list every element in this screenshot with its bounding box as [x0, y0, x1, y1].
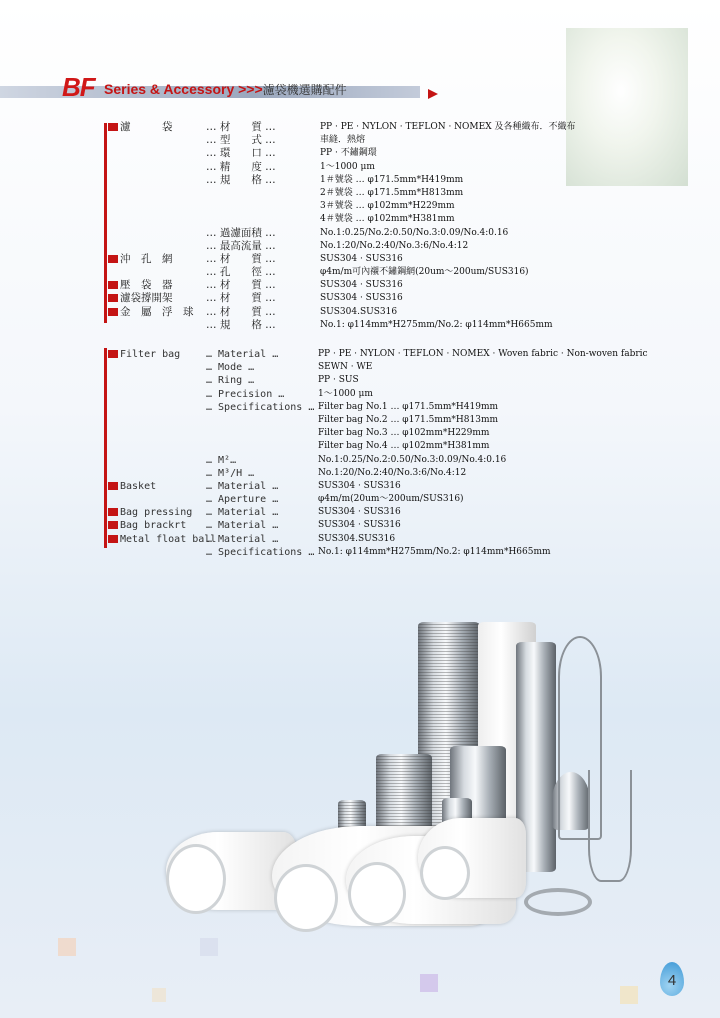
red-bullet-marker [108, 521, 118, 529]
en-spec-value: No.1: φ114mm*H275mm/No.2: φ114mm*H665mm [318, 546, 551, 557]
en-spec-item-label [108, 519, 186, 532]
en-spec-field: … Material … [206, 520, 279, 532]
en-spec-value: No.1:0.25/No.2:0.50/No.3:0.09/No.4:0.16 [318, 454, 507, 465]
red-bullet-marker [108, 281, 118, 289]
en-spec-item-label [108, 533, 216, 546]
zh-spec-field: … 規 格 … [206, 173, 276, 186]
en-spec-item-label [108, 506, 192, 519]
zh-spec-item-label [108, 253, 173, 266]
bag-ring-2 [274, 864, 338, 932]
red-bullet-marker [108, 350, 118, 358]
decorative-square [420, 974, 438, 992]
zh-spec-item-text: 濾袋撐開架 [120, 292, 173, 305]
page-number: 4 [660, 962, 684, 996]
en-spec-field: … Specifications … [206, 546, 315, 558]
zh-spec-item-label [108, 121, 173, 134]
zh-spec-item-label [108, 279, 173, 292]
zh-spec-field: … 型 式 … [206, 134, 276, 147]
en-spec-item-text: Filter bag [120, 349, 181, 360]
zh-spec-field: … 材 質 … [206, 305, 276, 318]
zh-spec-value: SUS304.SUS316 [320, 306, 398, 317]
header-title-text: Series & Accessory [104, 81, 235, 97]
en-spec-field: … Mode … [206, 362, 255, 374]
en-spec-value: Filter bag No.2 … φ171.5mm*H813mm [318, 414, 499, 425]
red-bullet-marker [108, 535, 118, 543]
english-section-accent-line [104, 348, 107, 548]
product-illustration [160, 600, 640, 930]
en-spec-field: … Material … [206, 349, 279, 360]
en-spec-value: SEWN · WE [318, 362, 373, 373]
zh-spec-value: 3＃號袋 … φ102mm*H229mm [320, 201, 455, 212]
series-logo: BF [62, 72, 95, 102]
header-subtitle: 濾袋機選購配件 [262, 83, 347, 97]
zh-spec-field: … 最高流量 … [206, 239, 276, 252]
zh-spec-value: SUS304 · SUS316 [320, 280, 403, 291]
zh-spec-value: No.1: φ114mm*H275mm/No.2: φ114mm*H665mm [320, 319, 553, 330]
red-bullet-marker [108, 508, 118, 516]
zh-spec-value: 2＃號袋 … φ171.5mm*H813mm [320, 187, 464, 198]
zh-spec-value: 1＃號袋 … φ171.5mm*H419mm [320, 174, 464, 185]
bag-ring-4 [420, 846, 470, 900]
en-spec-value: 1～1000 μm [318, 388, 373, 399]
zh-spec-field: … 過濾面積 … [206, 226, 276, 239]
corner-decorative-photo [566, 28, 688, 186]
en-spec-field: … Precision … [206, 388, 285, 400]
zh-spec-field: … 材 質 … [206, 279, 276, 292]
en-spec-item-text: Bag brackrt [120, 520, 187, 532]
bag-ring-1 [166, 844, 226, 914]
red-bullet-marker [108, 255, 118, 263]
decorative-square [58, 938, 76, 956]
en-spec-field: … M³/H … [206, 467, 255, 479]
en-spec-value: SUS304 · SUS316 [318, 520, 401, 531]
spring-bracket-image [588, 770, 632, 882]
zh-spec-value: φ4m/m可內襯不鏽鋼網(20um～200um/SUS316) [320, 267, 529, 278]
red-bullet-marker [108, 482, 118, 490]
en-spec-value: Filter bag No.1 … φ171.5mm*H419mm [318, 401, 499, 412]
red-bullet-marker [108, 308, 118, 316]
en-spec-item-text: Metal float ball [120, 533, 217, 545]
en-spec-item-text: Basket [120, 480, 157, 492]
zh-spec-value: No.1:20/No.2:40/No.3:6/No.4:12 [320, 240, 469, 251]
zh-spec-item-label [108, 292, 173, 305]
en-spec-field: … Material … [206, 507, 279, 519]
en-spec-value: φ4m/m(20um～200um/SUS316) [318, 494, 464, 505]
bag-ring-3 [348, 862, 406, 926]
red-bullet-marker [108, 294, 118, 302]
zh-spec-item-text: 沖 孔 網 [120, 252, 173, 265]
decorative-square [620, 986, 638, 1004]
zh-spec-value: SUS304 · SUS316 [320, 293, 403, 304]
zh-spec-value: No.1:0.25/No.2:0.50/No.3:0.09/No.4:0.16 [320, 227, 509, 238]
en-spec-field: … Aperture … [206, 494, 279, 506]
en-spec-item-text: Bag pressing [120, 507, 193, 519]
zh-spec-item-text: 壓 袋 器 [120, 279, 173, 292]
zh-spec-item-text: 濾 袋 [120, 121, 173, 133]
en-spec-value: Filter bag No.3 … φ102mm*H229mm [318, 428, 490, 439]
en-spec-field: … M²… [206, 454, 237, 466]
en-spec-field: … Material … [206, 533, 279, 545]
en-spec-field: … Material … [206, 480, 279, 492]
zh-spec-field: … 環 口 … [206, 147, 276, 160]
zh-spec-item-label [108, 306, 194, 319]
zh-spec-value: 車縫．熱熔 [320, 135, 366, 146]
page-header [0, 72, 440, 102]
header-arrow-marker [428, 89, 438, 99]
en-spec-value: SUS304.SUS316 [318, 533, 396, 544]
en-spec-value: SUS304 · SUS316 [318, 480, 401, 491]
page-title [104, 81, 347, 98]
ring-plate-image [524, 888, 592, 916]
en-spec-field: … Ring … [206, 375, 255, 387]
en-spec-value: No.1:20/No.2:40/No.3:6/No.4:12 [318, 467, 467, 478]
zh-spec-field: … 材 質 … [206, 121, 276, 133]
zh-spec-value: PP · 不鏽鋼環 [320, 148, 377, 159]
en-spec-item-label [108, 480, 156, 493]
red-bullet-marker [108, 123, 118, 131]
decorative-square [152, 988, 166, 1002]
zh-spec-value: 4＃號袋 … φ102mm*H381mm [320, 214, 455, 225]
zh-spec-item-text: 金 屬 浮 球 [120, 305, 194, 318]
zh-spec-field: … 精 度 … [206, 160, 276, 173]
en-spec-value: SUS304 · SUS316 [318, 507, 401, 518]
decorative-square [200, 938, 218, 956]
en-spec-item-label [108, 348, 180, 361]
en-spec-field: … Specifications … [206, 401, 315, 413]
zh-spec-field: … 材 質 … [206, 292, 276, 305]
zh-spec-field: … 孔 徑 … [206, 266, 276, 279]
zh-spec-value: 1～1000 μm [320, 161, 375, 172]
en-spec-value: Filter bag No.4 … φ102mm*H381mm [318, 441, 490, 452]
zh-spec-value: SUS304 · SUS316 [320, 253, 403, 264]
chinese-section-accent-line [104, 123, 107, 323]
header-arrows: >>> [238, 81, 263, 97]
zh-spec-field: … 材 質 … [206, 252, 276, 265]
zh-spec-value: PP · PE · NYLON · TEFLON · NOMEX 及各種織布．不織布 [320, 122, 576, 132]
en-spec-value: PP · PE · NYLON · TEFLON · NOMEX · Woven fabric · Non-woven fabric [318, 349, 648, 359]
zh-spec-field: … 規 格 … [206, 318, 276, 331]
en-spec-value: PP · SUS [318, 375, 359, 386]
